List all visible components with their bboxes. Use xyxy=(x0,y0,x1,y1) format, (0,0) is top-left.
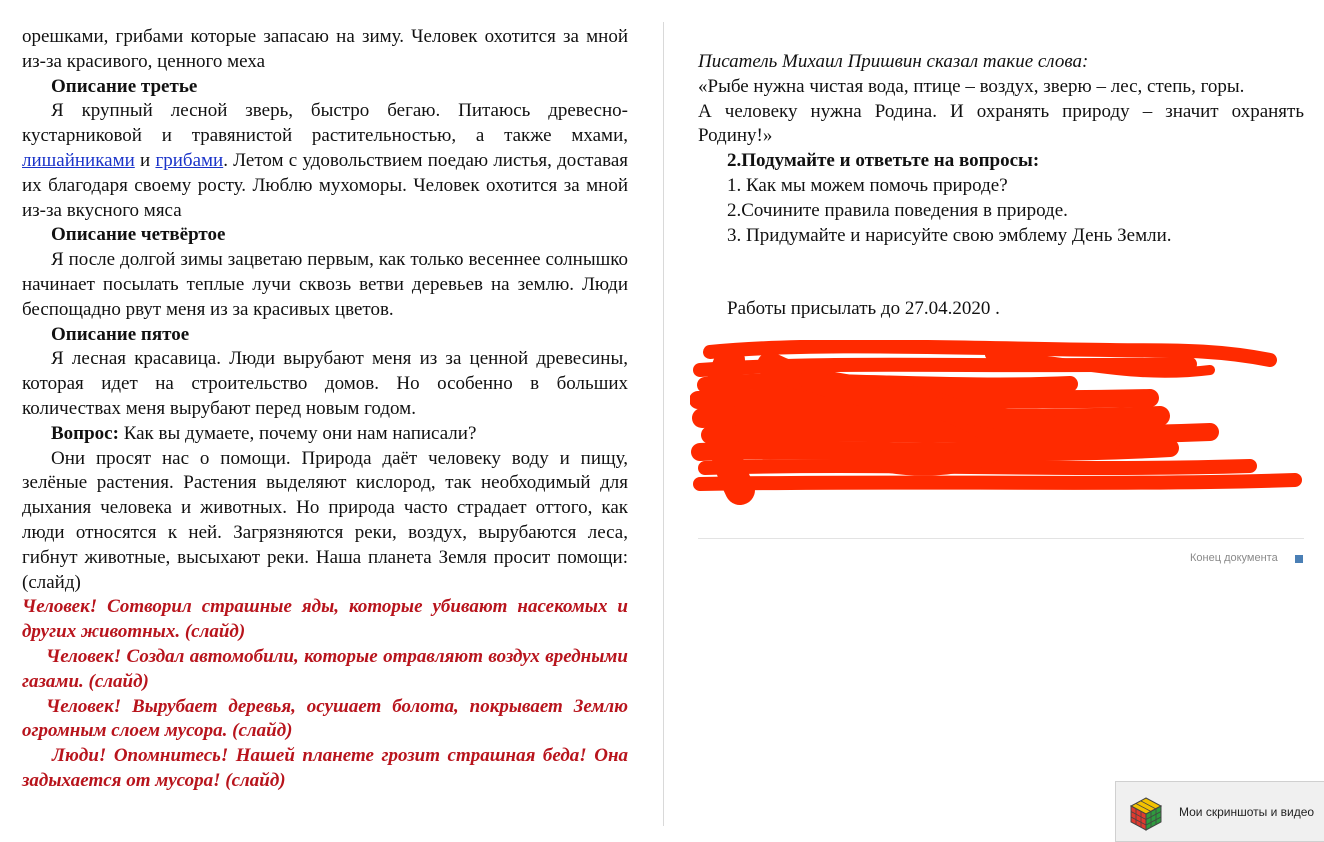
page-divider xyxy=(663,22,664,826)
paragraph-1: орешками, грибами которые запасаю на зиму. Человек охотится за мной из-за красивого, ценного меха xyxy=(22,26,628,72)
end-separator xyxy=(698,538,1304,539)
screenshot-notification[interactable] xyxy=(1115,781,1324,842)
red-statement-3: Человек! Вырубает деревья, осушает болота, покрывает Землю огромным слоем мусора. (слайд) xyxy=(22,695,628,742)
notification-text: Мои скриншоты и видео xyxy=(1179,805,1315,819)
right-column xyxy=(698,50,1304,322)
red-statement-2: Человек! Создал автомобили, которые отравляют воздух вредными газами. (слайд) xyxy=(22,645,628,692)
heading-description-4: Описание четвёртое xyxy=(51,224,226,246)
paragraph-description-3: Я крупный лесной зверь, быстро бегаю. Питаюсь древесно-кустарниковой и травянистой растительностью, а также мхами, лишайниками и грибами. Летом с удовольствием поедаю листья, доставая их благодаря своему росту. Люблю мухоморы. Человек охотится за мной из-за вкусного мяса xyxy=(22,100,629,221)
end-of-document-marker xyxy=(1295,555,1303,563)
heading-description-5: Описание пятое xyxy=(51,323,190,345)
heading-description-3: Описание третье xyxy=(51,75,198,97)
left-column xyxy=(22,25,628,794)
deadline-text: Работы присылать до 27.04.2020 . xyxy=(727,298,1000,320)
quote-intro: Писатель Михаил Пришвин сказал такие слова: xyxy=(698,51,1089,72)
task-item-2: 2.Сочините правила поведения в природе. xyxy=(727,199,1068,221)
red-statement-4: Люди! Опомнитесь! Нашей планете грозит страшная беда! Она задыхается от мусора! (слайд) xyxy=(22,745,628,791)
link-lichens[interactable]: лишайниками xyxy=(22,149,135,171)
question-label: Вопрос: xyxy=(51,422,119,444)
quote-line-2: А человеку нужна Родина. И охранять природу – значит охранять Родину!» xyxy=(698,100,1304,147)
task-item-3: 3. Придумайте и нарисуйте свою эмблему День Земли. xyxy=(727,224,1172,246)
task-heading: 2.Подумайте и ответьте на вопросы: xyxy=(727,150,1040,172)
redaction-scribble xyxy=(690,340,1310,505)
rubik-cube-icon xyxy=(1128,796,1164,832)
task-item-1: 1. Как мы можем помочь природе? xyxy=(727,174,1008,196)
end-of-document-label: Конец документа xyxy=(1190,552,1278,564)
paragraph-help: Они просят нас о помощи. Природа даёт человеку воду и пищу, зелёные растения. Растения выделяют кислород, так необходимый для дыхания человека и животных. Но природа часто страдает оттого, как люди относятся к ней. Загрязняются реки, воздух, вырубаются леса, гибнут животные, высыхают реки. Наша планета Земля просит помощи:(слайд) xyxy=(22,447,628,593)
red-statement-1: Человек! Сотворил страшные яды, которые убивают насекомых и других животных. (слайд) xyxy=(22,596,628,643)
question-paragraph: Вопрос: Как вы думаете, почему они нам написали? xyxy=(51,422,477,444)
quote-line-1: «Рыбе нужна чистая вода, птице – воздух, зверю – лес, степь, горы. xyxy=(698,75,1245,97)
paragraph-description-5: Я лесная красавица. Люди вырубают меня из за ценной древесины, которая идет на строительство домов. Но особенно в больших количествах меня вырубают перед новым годом. xyxy=(22,348,628,419)
paragraph-description-4: Я после долгой зимы зацветаю первым, как только весеннее солнышко начинает посылать теплые лучи сквозь ветви деревьев на землю. Люди беспощадно рвут меня из за красивых цветов. xyxy=(22,249,628,320)
link-mushrooms[interactable]: грибами xyxy=(155,149,224,171)
